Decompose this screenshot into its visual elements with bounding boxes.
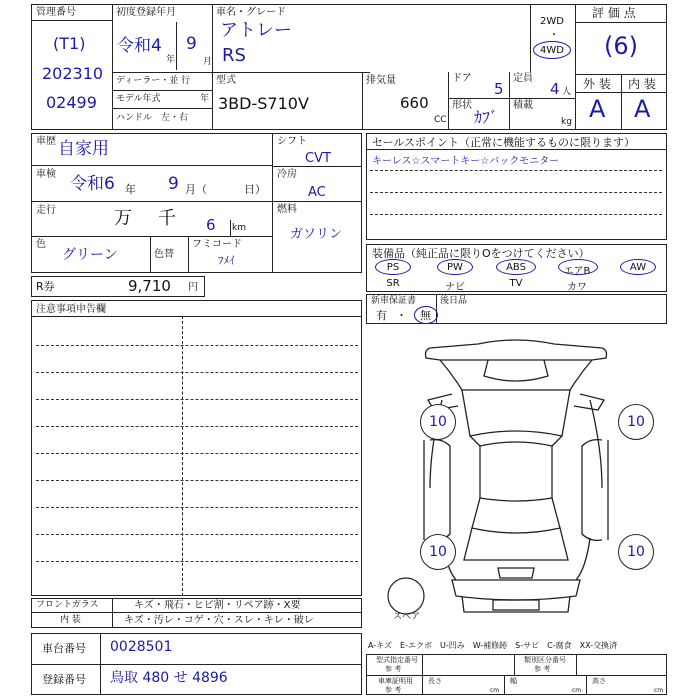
drive-2wd: 2WD: [540, 16, 564, 27]
model-code: 3BD-S710V: [218, 94, 309, 113]
divider: [31, 165, 272, 166]
warranty-no-circle: [414, 306, 438, 324]
color-code: ﾌﾒｲ: [218, 254, 235, 267]
mileage-man: 万: [114, 208, 132, 229]
divider: [182, 316, 183, 596]
capacity-label: 定員: [513, 73, 533, 84]
interior-cond-items: キズ・汚レ・コゲ・穴・スレ・キレ・破レ: [124, 615, 314, 626]
dashed-line: [36, 426, 358, 427]
month-unit: 月: [203, 57, 213, 67]
cm-1: cm: [490, 687, 500, 694]
tire-front-left: 10: [420, 404, 456, 440]
divider: [576, 654, 577, 675]
divider: [112, 598, 113, 628]
fuel-value: ガソリン: [290, 227, 343, 242]
windshield-items: キズ・飛石・ヒビ割・リペア跡・X要: [134, 600, 301, 611]
dealer-label: ディーラー・並 行: [116, 76, 191, 86]
equip-pw-circle: [437, 259, 473, 275]
yen-unit: 円: [188, 282, 198, 293]
divider: [575, 92, 667, 93]
divider: [31, 316, 362, 317]
dashed-line: [370, 214, 662, 215]
type-designation-label: 型式指定番号: [376, 656, 418, 664]
kanri-num1: 202310: [42, 64, 104, 83]
first-reg-label: 初度登録年月: [116, 7, 176, 18]
spare-label: スペア: [393, 612, 421, 622]
color-label: 色: [36, 239, 46, 250]
capacity-unit: 人: [562, 87, 572, 97]
divider: [272, 166, 362, 167]
top-section: [31, 4, 667, 130]
first-reg-month: 9: [186, 34, 197, 54]
chassis-label: 車台番号: [42, 642, 86, 655]
model-code-label: 型式: [216, 75, 236, 86]
exterior-grade: A: [589, 95, 606, 123]
kanri-num2: 02499: [46, 93, 97, 112]
inspection-label: 車検: [36, 169, 56, 180]
divider: [31, 201, 272, 202]
divider: [366, 675, 667, 676]
kanri-label: 管理番号: [36, 7, 76, 18]
sales-point: キーレス☆スマートキー☆バックモニター: [372, 156, 560, 167]
divider: [448, 72, 449, 130]
divider: [422, 654, 423, 695]
divider: [230, 220, 231, 236]
sales-label: セールスポイント（正常に機能するものに限ります）: [372, 136, 636, 149]
equip-pw: PW: [447, 262, 463, 273]
divider: [621, 74, 622, 130]
displacement-label: 排気量: [366, 75, 396, 86]
legend: A-キズ E-エクボ U-凹み W-補修跡 S-サビ C-腐食 XX-交換済: [368, 641, 618, 650]
windshield-label: フロントガラス: [36, 600, 99, 610]
equip-navi: ナビ: [445, 282, 465, 293]
color-change-label: 色替: [154, 249, 174, 260]
ref-1: 参 考: [385, 665, 402, 673]
drive-dot: ・: [549, 30, 559, 41]
car-diagram: [366, 328, 667, 628]
interior-label: 内 装: [628, 77, 656, 91]
divider: [575, 22, 667, 23]
color-value: グリーン: [62, 247, 118, 263]
equip-airbag: エアB: [563, 266, 591, 277]
after-label: 後日品: [440, 296, 468, 306]
divider: [514, 654, 515, 675]
divider: [150, 236, 151, 273]
ref-3: 参 考: [385, 686, 402, 694]
shape-label: 形状: [452, 100, 472, 111]
r-ticket: [31, 276, 205, 297]
equip-leather: カワ: [567, 282, 587, 293]
divider: [31, 20, 112, 21]
divider: [31, 612, 362, 613]
chassis-number: 0028501: [110, 639, 173, 655]
first-reg-era: 令和4: [117, 36, 162, 56]
load-label: 積載: [513, 100, 533, 111]
dashed-line: [370, 192, 662, 193]
divider: [272, 133, 273, 273]
equip-airbag-circle: [558, 259, 598, 275]
drive-4wd: 4WD: [540, 45, 564, 56]
exterior-label: 外 装: [583, 77, 611, 91]
equip-aw: AW: [629, 262, 647, 273]
displacement: 660: [400, 94, 429, 112]
equip-ps-circle: [375, 259, 411, 275]
shift-label: シフト: [277, 136, 307, 147]
inspection-month-unit: 月（: [185, 183, 207, 196]
tire-rear-right: 10: [618, 534, 654, 570]
model-year-label: モデル年式: [116, 94, 161, 104]
equipment-label: 装備品（純正品に限りOをつけてください）: [372, 247, 590, 260]
divider: [366, 149, 667, 150]
dashed-line: [36, 534, 358, 535]
dashed-line: [36, 480, 358, 481]
divider: [448, 98, 575, 99]
mileage-sen: 千: [158, 208, 176, 229]
divider: [586, 675, 587, 695]
rating-label: 評 価 点: [592, 6, 636, 20]
divider: [112, 90, 213, 91]
warranty-no: 無: [420, 309, 431, 322]
divider: [362, 72, 363, 130]
car-outline: [424, 340, 608, 612]
door-label: ドア: [452, 73, 472, 84]
dashed-line: [370, 170, 662, 171]
car-grade: RS: [222, 45, 246, 66]
kanri-code: (T1): [53, 34, 86, 53]
warranty-label: 新車保証書: [371, 296, 417, 306]
drive-4wd-circle: [533, 41, 571, 59]
ref-2: 参 考: [534, 665, 551, 673]
dashed-line: [36, 345, 358, 346]
fuel-label: 燃料: [277, 204, 297, 215]
equip-aw-circle: [620, 259, 656, 275]
equip-abs-circle: [496, 259, 536, 275]
divider: [112, 108, 213, 109]
class-label: 類別区分番号: [524, 656, 566, 664]
width-label: 幅: [510, 677, 517, 685]
ac-value: AC: [308, 185, 326, 200]
tire-rear-left: 10: [420, 534, 456, 570]
r-value: 9,710: [128, 277, 171, 295]
cert-label: 車庫証明用: [378, 677, 413, 685]
divider: [112, 72, 370, 73]
divider: [212, 4, 213, 72]
equip-abs: ABS: [506, 262, 526, 273]
tire-front-right: 10: [618, 404, 654, 440]
interior-cond-label: 内 装: [60, 615, 81, 625]
equip-ps: PS: [386, 262, 400, 273]
handle-label: ハンドル 左・右: [116, 113, 189, 123]
divider: [504, 675, 505, 695]
length-label: 長さ: [428, 677, 442, 685]
year-unit: 年: [166, 55, 176, 65]
divider: [188, 236, 189, 273]
mileage-label: 走行: [36, 205, 56, 216]
history-label: 車歴: [36, 136, 56, 147]
inspection-month: 9: [168, 174, 179, 194]
model-year-unit: 年: [200, 94, 210, 104]
color-code-label: フミコード: [192, 239, 242, 250]
divider: [31, 664, 362, 665]
doors: 5: [494, 80, 504, 98]
shift-value: CVT: [305, 151, 331, 166]
mileage-value: 6: [206, 216, 216, 234]
dashed-line: [36, 561, 358, 562]
dashed-line: [36, 372, 358, 373]
history-value: 自家用: [58, 139, 109, 159]
divider: [212, 72, 213, 130]
divider: [272, 201, 362, 202]
warranty-yes: 有: [376, 309, 387, 322]
divider: [112, 4, 113, 130]
r-label: R券: [36, 280, 55, 293]
car-name-label: 車名・グレード: [216, 7, 286, 18]
divider: [176, 22, 177, 70]
dashed-line: [36, 507, 358, 508]
rating: (6): [604, 32, 638, 60]
kg-unit: kg: [561, 117, 572, 127]
capacity: 4: [550, 80, 560, 98]
car-name: アトレー: [220, 20, 292, 41]
cm-2: cm: [572, 687, 582, 694]
inspection-era: 令和6: [70, 174, 115, 194]
interior-grade: A: [634, 95, 651, 123]
dashed-line: [36, 399, 358, 400]
inspection-year-unit: 年: [125, 183, 136, 196]
inspection-day-unit: 日）: [244, 183, 266, 196]
reg-label: 登録番号: [42, 673, 86, 686]
cc-unit: CC: [434, 115, 447, 125]
equip-tv: TV: [509, 278, 523, 289]
shape: ｶﾌﾞ: [474, 108, 499, 127]
divider: [509, 72, 510, 130]
dashed-line: [36, 453, 358, 454]
reg-number: 鳥取 480 せ 4896: [110, 670, 228, 686]
spare-tire-shape: [388, 578, 424, 614]
warranty-dot: ・: [396, 309, 407, 322]
notes-label: 注意事項申告欄: [36, 304, 106, 315]
ac-label: 冷房: [277, 169, 297, 180]
km-unit: km: [232, 223, 246, 233]
height-label: 高さ: [592, 677, 606, 685]
equip-sr: SR: [386, 278, 400, 289]
cm-3: cm: [654, 687, 664, 694]
divider: [530, 4, 531, 72]
divider: [31, 236, 272, 237]
